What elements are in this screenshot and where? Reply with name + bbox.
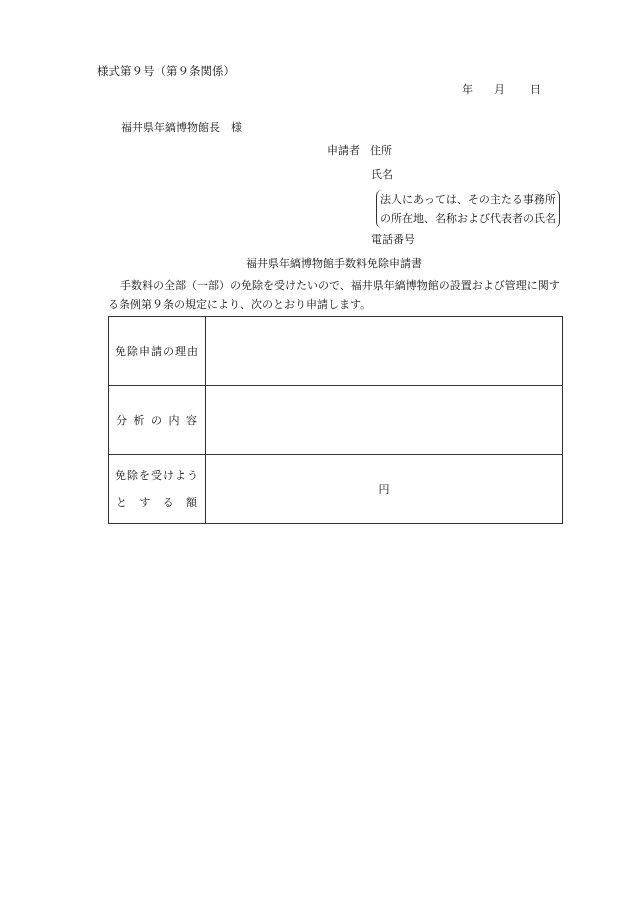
label-char: と xyxy=(116,496,128,509)
label-char: 額 xyxy=(185,496,198,509)
label-char: す xyxy=(139,496,152,509)
analysis-content-label xyxy=(109,386,206,455)
date-day-label: 日 xyxy=(530,83,541,96)
label-line: 免除を受けよう xyxy=(115,469,199,482)
label-char: る xyxy=(162,496,175,509)
date-month-label: 月 xyxy=(494,83,505,96)
corporate-note xyxy=(376,190,560,228)
label-char: 分 xyxy=(116,414,128,427)
exemption-amount-label xyxy=(109,455,206,524)
analysis-content-field[interactable] xyxy=(206,386,563,455)
phone-label: 電話番号 xyxy=(371,233,415,246)
address-label: 住所 xyxy=(370,144,392,157)
application-table xyxy=(108,316,563,524)
table-row xyxy=(109,317,563,386)
exemption-amount-field[interactable]: 円 xyxy=(206,455,563,524)
document-title: 福井県年縞博物館手数料免除申請書 xyxy=(246,257,422,270)
reason-label: 免除申請の理由 xyxy=(109,317,206,386)
label-char: の xyxy=(151,414,163,427)
table-row xyxy=(109,386,563,455)
corporate-note-line: 法人にあっては、その主たる事務所 xyxy=(380,193,556,206)
label-char: 内 xyxy=(168,414,181,427)
addressee: 福井県年縞博物館長 様 xyxy=(121,121,242,134)
label-char: 容 xyxy=(186,414,198,427)
table-row xyxy=(109,455,563,524)
label-char: 析 xyxy=(133,414,146,427)
corporate-note-line: の所在地、名称および代表者の氏名 xyxy=(380,212,556,225)
form-number: 様式第９号（第９条関係） xyxy=(97,64,235,78)
body-text: 手数料の全部（一部）の免除を受けたいので、福井県年縞博物館の設置および管理に関する条例第９条の規定により、次のとおり申請します。 xyxy=(108,279,560,311)
reason-field[interactable] xyxy=(206,317,563,386)
applicant-label: 申請者 xyxy=(327,144,360,157)
name-label: 氏名 xyxy=(371,168,393,181)
date-year-label: 年 xyxy=(462,83,473,96)
